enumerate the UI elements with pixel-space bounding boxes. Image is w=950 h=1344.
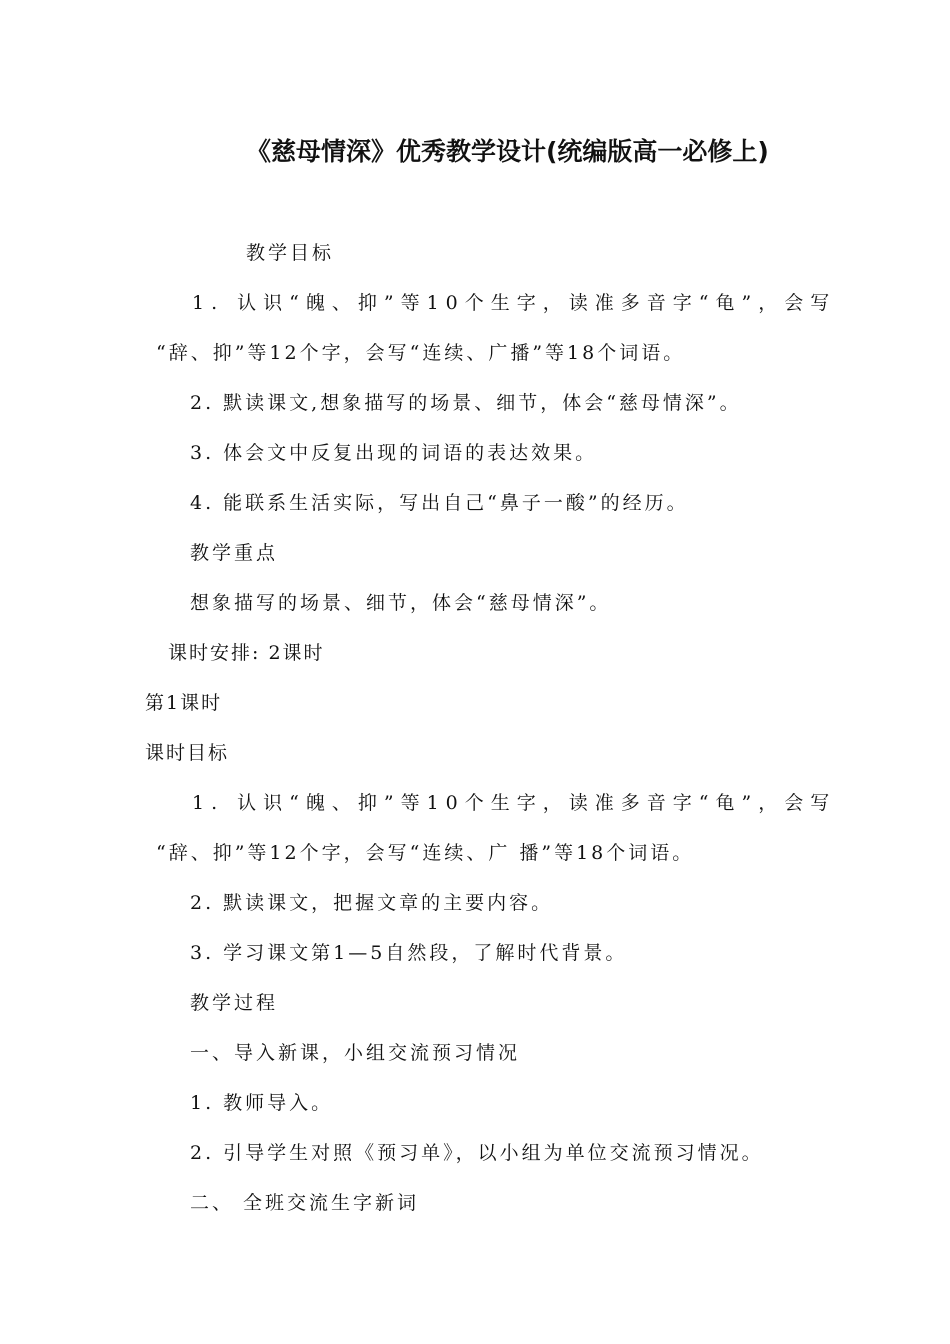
heading-teaching-process: 教学过程 xyxy=(190,992,279,1014)
section-heading: 二、 全班交流生字新词 xyxy=(190,1192,420,1214)
paragraph-line: “辞、抑”等12个字，会写“连续、广 播”等18个词语。 xyxy=(156,842,695,864)
lesson-schedule: 课时安排: 2课时 xyxy=(168,642,325,664)
heading-teaching-focus: 教学重点 xyxy=(190,542,279,564)
paragraph-line: 想象描写的场景、细节，体会“慈母情深”。 xyxy=(190,592,612,614)
heading-lesson-goals: 课时目标 xyxy=(145,742,230,764)
paragraph-line: 3. 学习课文第1—5自然段，了解时代背景。 xyxy=(190,942,628,964)
section-heading: 一、导入新课，小组交流预习情况 xyxy=(190,1042,521,1064)
paragraph-line: 1. 教师导入。 xyxy=(190,1092,334,1114)
heading-teaching-goals: 教学目标 xyxy=(246,242,335,264)
document-title: 《慈母情深》优秀教学设计(统编版高一必修上) xyxy=(246,137,769,166)
paragraph-line: “辞、抑”等12个字，会写“连续、广播”等18个词语。 xyxy=(156,342,686,364)
paragraph-line: 1. 认识“魄、抑”等10个生字，读准多音字“龟”，会写 xyxy=(192,292,837,314)
paragraph-line: 2. 默读课文，把握文章的主要内容。 xyxy=(190,892,554,914)
paragraph-line: 3. 体会文中反复出现的词语的表达效果。 xyxy=(190,442,598,464)
paragraph-line: 4. 能联系生活实际，写出自己“鼻子一酸”的经历。 xyxy=(190,492,689,514)
paragraph-line: 2. 默读课文,想象描写的场景、细节，体会“慈母情深”。 xyxy=(190,392,742,414)
paragraph-line: 2. 引导学生对照《预习单》，以小组为单位交流预习情况。 xyxy=(190,1142,764,1164)
paragraph-line: 1. 认识“魄、抑”等10个生字，读准多音字“龟”，会写 xyxy=(192,792,837,814)
heading-lesson-1: 第1课时 xyxy=(145,692,223,714)
